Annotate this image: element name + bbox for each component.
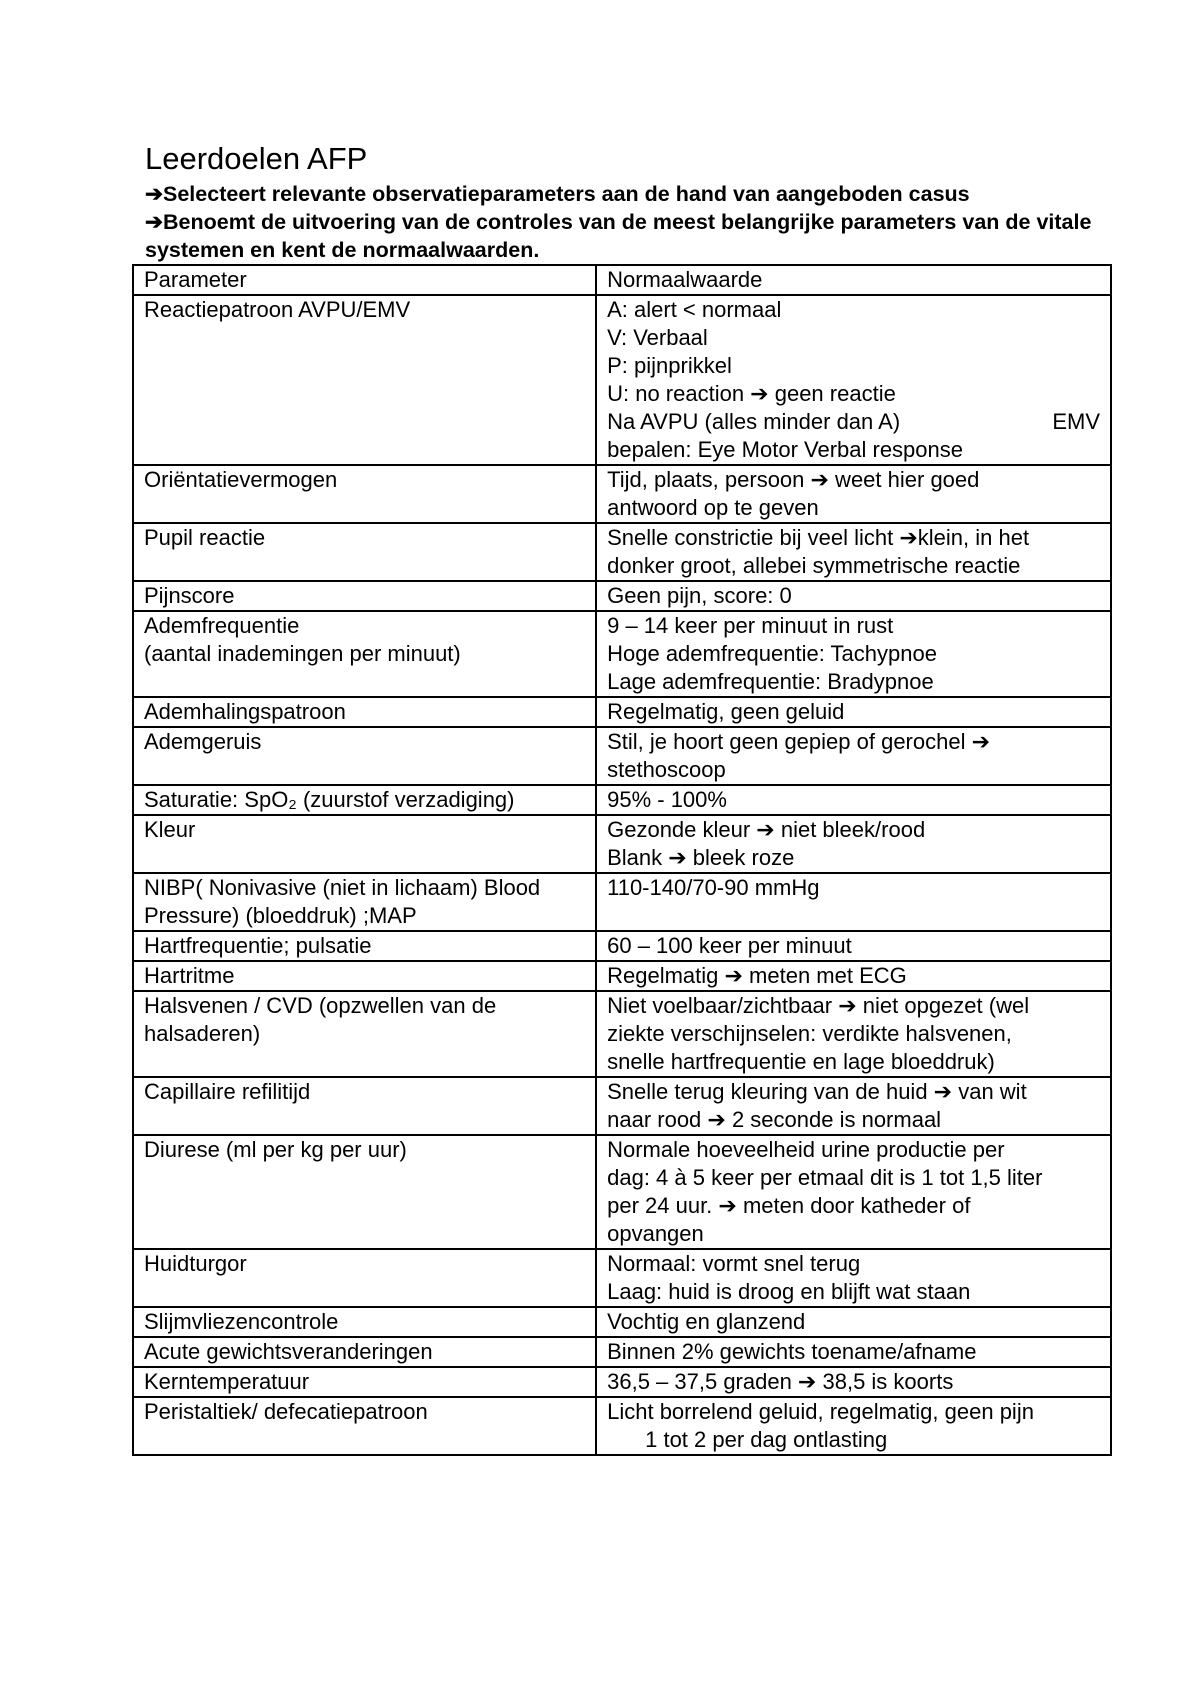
parameter-line: Huidturgor: [144, 1251, 247, 1276]
parameter-cell: [133, 1249, 596, 1307]
parameter-cell: [133, 815, 596, 873]
table-row: [133, 1077, 1111, 1135]
learning-goal-1: ➔Selecteert relevante observatieparameters aan de hand van aangeboden casus: [145, 182, 970, 206]
table-row: [133, 1367, 1111, 1397]
parameter-table: [132, 264, 1112, 1456]
normal-value-cell: [596, 873, 1111, 931]
parameter-cell: [133, 1337, 596, 1367]
parameter-line: Reactiepatroon AVPU/EMV: [144, 297, 411, 322]
value-line: Niet voelbaar/zichtbaar ➔ niet opgezet (wel: [607, 993, 1030, 1018]
table-row: [133, 1135, 1111, 1249]
parameter-line: Ademfrequentie: [144, 613, 300, 638]
value-line: Blank ➔ bleek roze: [607, 845, 795, 870]
value-line: [607, 408, 1100, 436]
parameter-line: Diurese (ml per kg per uur): [144, 1137, 407, 1162]
parameter-cell: [133, 697, 596, 727]
document-title: Leerdoelen AFP: [145, 141, 368, 176]
parameter-line: Acute gewichtsveranderingen: [144, 1339, 433, 1364]
parameter-line: Ademhalingspatroon: [144, 699, 346, 724]
value-line: donker groot, allebei symmetrische reactie: [607, 553, 1021, 578]
table-row: [133, 873, 1111, 931]
value-line: U: no reaction ➔ geen reactie: [607, 381, 896, 406]
normal-value-cell: [596, 727, 1111, 785]
header-normal-value: Normaalwaarde: [596, 265, 1111, 295]
parameter-line: Capillaire refilitijd: [144, 1079, 311, 1104]
value-line: bepalen: Eye Motor Verbal response: [607, 437, 963, 462]
table-row: [133, 961, 1111, 991]
normal-value-cell: [596, 1337, 1111, 1367]
table-row: [133, 785, 1111, 815]
parameter-line: Hartritme: [144, 963, 235, 988]
normal-value-cell: [596, 1249, 1111, 1307]
parameter-cell: [133, 295, 596, 465]
normal-value-cell: [596, 785, 1111, 815]
value-line: Normaal: vormt snel terug: [607, 1251, 861, 1276]
table-row: [133, 1337, 1111, 1367]
parameter-cell: [133, 1367, 596, 1397]
value-line: V: Verbaal: [607, 325, 708, 350]
parameter-cell: [133, 465, 596, 523]
parameter-line: Ademgeruis: [144, 729, 262, 754]
value-line: Stil, je hoort geen gepiep of gerochel ➔: [607, 729, 991, 754]
table-row: [133, 1249, 1111, 1307]
normal-value-cell: [596, 815, 1111, 873]
value-line: 95% - 100%: [607, 787, 727, 812]
parameter-cell: [133, 1077, 596, 1135]
value-line: per 24 uur. ➔ meten door katheder of: [607, 1193, 971, 1218]
parameter-line: Kerntemperatuur: [144, 1369, 310, 1394]
normal-value-cell: [596, 1135, 1111, 1249]
table-header-row: [133, 265, 1111, 295]
value-line: Snelle constrictie bij veel licht ➔klein, in het: [607, 525, 1030, 550]
parameter-line: Slijmvliezencontrole: [144, 1309, 339, 1334]
parameter-line: Saturatie: SpO₂ (zuurstof verzadiging): [144, 787, 515, 812]
normal-value-cell: [596, 611, 1111, 697]
parameter-cell: [133, 1307, 596, 1337]
value-line: opvangen: [607, 1221, 704, 1246]
parameter-line: Kleur: [144, 817, 196, 842]
normal-value-cell: [596, 991, 1111, 1077]
value-line-left: Na AVPU (alles minder dan A): [607, 409, 901, 434]
normal-value-cell: [596, 523, 1111, 581]
normal-value-cell: [596, 1307, 1111, 1337]
value-line: Lage ademfrequentie: Bradypnoe: [607, 669, 934, 694]
parameter-line: Hartfrequentie; pulsatie: [144, 933, 372, 958]
normal-value-cell: [596, 581, 1111, 611]
normal-value-cell: [596, 295, 1111, 465]
normal-value-cell: [596, 1367, 1111, 1397]
value-line: antwoord op te geven: [607, 495, 819, 520]
table-row: [133, 581, 1111, 611]
value-line: stethoscoop: [607, 757, 726, 782]
value-line: Geen pijn, score: 0: [607, 583, 792, 608]
table-row: [133, 295, 1111, 465]
parameter-line: NIBP( Nonivasive (niet in lichaam) Blood: [144, 875, 541, 900]
table-row: [133, 931, 1111, 961]
table-row: [133, 697, 1111, 727]
parameter-line: Pupil reactie: [144, 525, 266, 550]
learning-goal-2: ➔Benoemt de uitvoering van de controles van de meest belangrijke parameters van de vitale systemen en kent de normaalwaarden.: [145, 210, 1092, 262]
parameter-cell: [133, 873, 596, 931]
value-line: Regelmatig, geen geluid: [607, 699, 845, 724]
value-line: 110-140/70-90 mmHg: [607, 875, 820, 900]
table-row: [133, 611, 1111, 697]
value-line: Laag: huid is droog en blijft wat staan: [607, 1279, 971, 1304]
value-line: dag: 4 à 5 keer per etmaal dit is 1 tot 1,5 liter: [607, 1165, 1043, 1190]
value-line: Vochtig en glanzend: [607, 1309, 806, 1334]
value-line: Snelle terug kleuring van de huid ➔ van wit: [607, 1079, 1027, 1104]
parameter-line: Pijnscore: [144, 583, 235, 608]
value-line: Binnen 2% gewichts toename/afname: [607, 1339, 977, 1364]
parameter-cell: [133, 1397, 596, 1455]
value-line: 9 – 14 keer per minuut in rust: [607, 613, 894, 638]
normal-value-cell: [596, 961, 1111, 991]
value-line: Normale hoeveelheid urine productie per: [607, 1137, 1005, 1162]
parameter-cell: [133, 523, 596, 581]
value-line-right: EMV: [1052, 409, 1100, 434]
value-line: 36,5 – 37,5 graden ➔ 38,5 is koorts: [607, 1369, 954, 1394]
parameter-line: Peristaltiek/ defecatiepatroon: [144, 1399, 428, 1424]
table-row: [133, 1307, 1111, 1337]
value-line: 60 – 100 keer per minuut: [607, 933, 852, 958]
value-line: 1 tot 2 per dag ontlasting: [645, 1427, 888, 1452]
parameter-line: Pressure) (bloeddruk) ;MAP: [144, 903, 417, 928]
parameter-cell: [133, 611, 596, 697]
value-line: Licht borrelend geluid, regelmatig, geen pijn: [607, 1399, 1034, 1424]
normal-value-cell: [596, 465, 1111, 523]
value-line: snelle hartfrequentie en lage bloeddruk): [607, 1049, 995, 1074]
parameter-cell: [133, 581, 596, 611]
parameter-line: Oriëntatievermogen: [144, 467, 338, 492]
value-line: A: alert < normaal: [607, 297, 782, 322]
document-page: [132, 140, 1112, 1456]
value-line: Tijd, plaats, persoon ➔ weet hier goed: [607, 467, 980, 492]
parameter-cell: [133, 931, 596, 961]
parameter-cell: [133, 1135, 596, 1249]
header-parameter: Parameter: [133, 265, 596, 295]
parameter-line: Halsvenen / CVD (opzwellen van de: [144, 993, 497, 1018]
normal-value-cell: [596, 931, 1111, 961]
table-row: [133, 991, 1111, 1077]
parameter-cell: [133, 991, 596, 1077]
normal-value-cell: [596, 1397, 1111, 1455]
value-line: Hoge ademfrequentie: Tachypnoe: [607, 641, 937, 666]
table-row: [133, 1397, 1111, 1455]
value-line: Regelmatig ➔ meten met ECG: [607, 963, 907, 988]
value-line: P: pijnprikkel: [607, 353, 732, 378]
value-line: Gezonde kleur ➔ niet bleek/rood: [607, 817, 926, 842]
value-line: ziekte verschijnselen: verdikte halsvenen,: [607, 1021, 1012, 1046]
parameter-line: (aantal inademingen per minuut): [144, 641, 461, 666]
table-row: [133, 523, 1111, 581]
parameter-line: halsaderen): [144, 1021, 261, 1046]
normal-value-cell: [596, 697, 1111, 727]
table-row: [133, 727, 1111, 785]
table-row: [133, 815, 1111, 873]
table-row: [133, 465, 1111, 523]
parameter-cell: [133, 961, 596, 991]
value-line: naar rood ➔ 2 seconde is normaal: [607, 1107, 942, 1132]
parameter-cell: [133, 785, 596, 815]
parameter-cell: [133, 727, 596, 785]
normal-value-cell: [596, 1077, 1111, 1135]
